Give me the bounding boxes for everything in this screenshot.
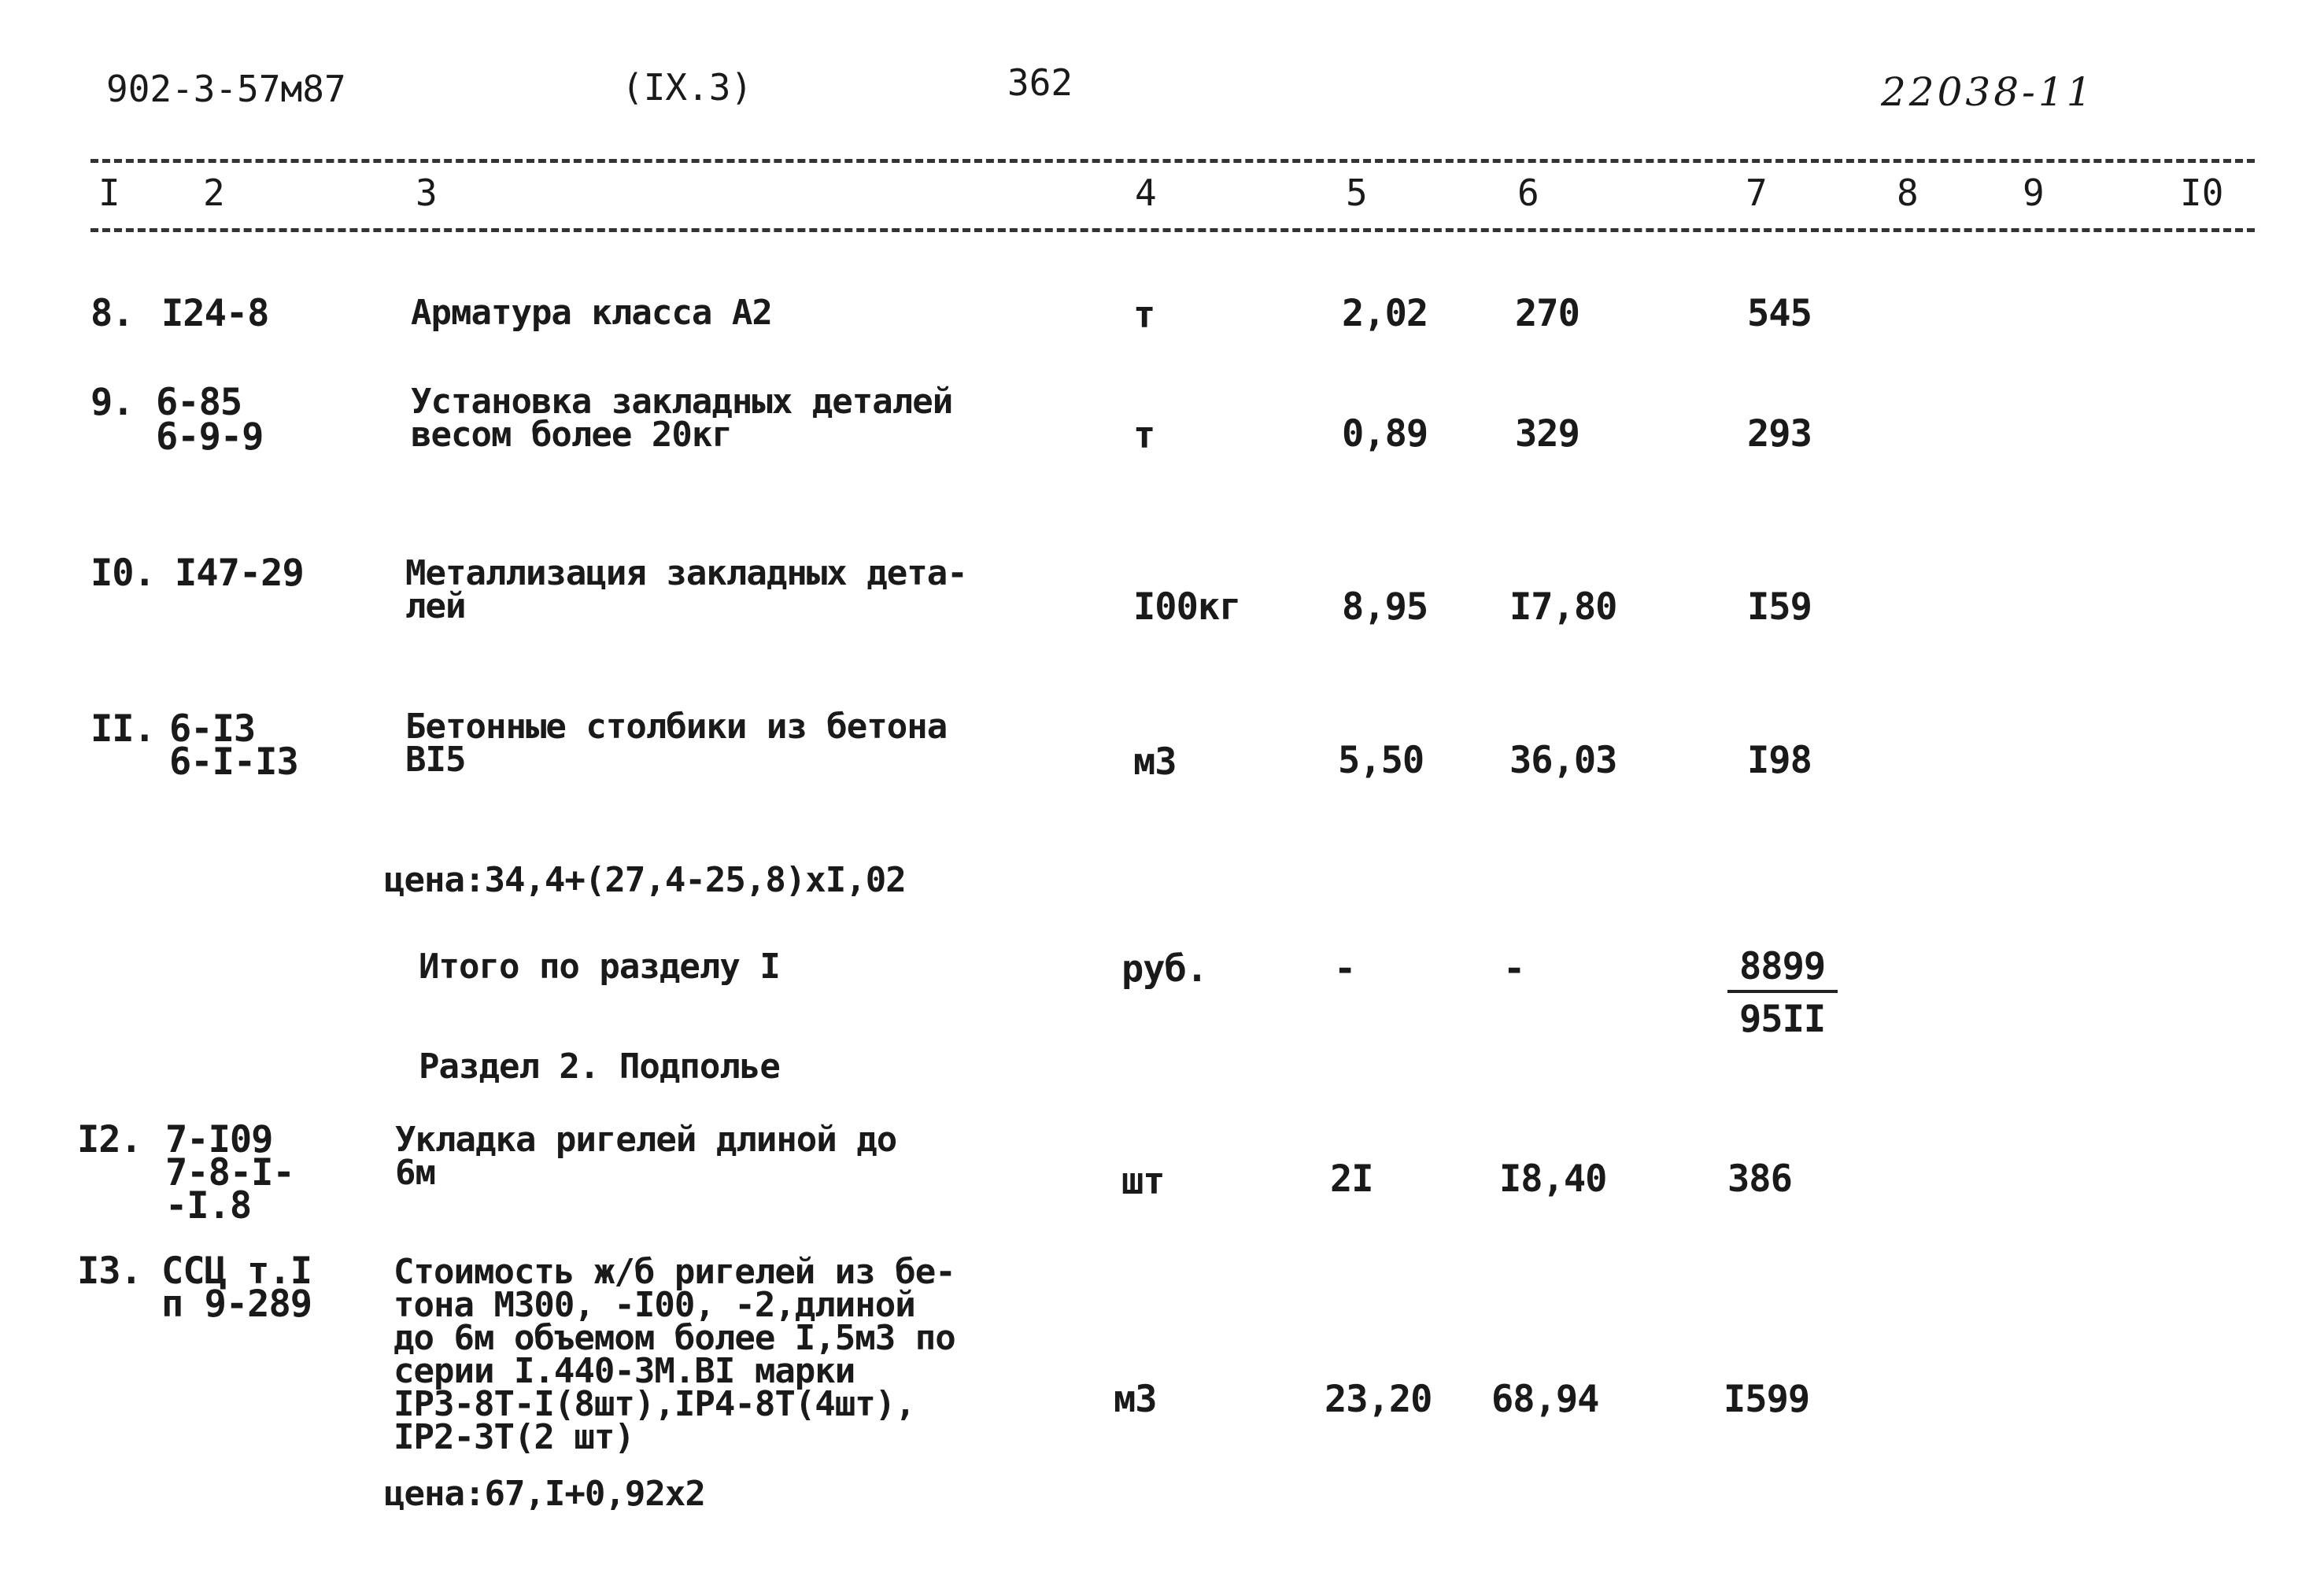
column-header-7: 7 — [1746, 172, 1768, 214]
price-formula: цена:67,I+0,92x2 — [384, 1474, 705, 1514]
work-description: BI5 — [405, 740, 466, 780]
quantity: 2,02 — [1342, 292, 1428, 335]
subtotal-price: - — [1503, 947, 1525, 991]
unit: м3 — [1133, 740, 1177, 784]
document-code: 902-3-57м87 — [106, 68, 346, 110]
work-description: Арматура класса А2 — [411, 293, 772, 333]
norm-code: ССЦ т.I — [161, 1250, 312, 1293]
quantity: 5,50 — [1338, 739, 1424, 782]
norm-code: I24-8 — [161, 292, 269, 335]
unit-price: 270 — [1515, 292, 1580, 335]
total-cost: 386 — [1727, 1157, 1792, 1201]
subtotal-label: Итого по разделу I — [419, 947, 780, 987]
unit-price: 36,03 — [1509, 739, 1617, 782]
unit-price: I7,80 — [1509, 585, 1617, 629]
row-number: I2. — [77, 1118, 142, 1161]
subtotal-unit: руб. — [1121, 947, 1208, 991]
quantity: 0,89 — [1342, 412, 1428, 456]
norm-code: 7-8-I- — [165, 1151, 294, 1194]
column-header-6: 6 — [1517, 172, 1539, 214]
column-header-10: I0 — [2180, 172, 2224, 214]
work-description: IР3-8Т-I(8шт),IР4-8Т(4шт), — [393, 1384, 915, 1424]
section-code: (IX.3) — [622, 66, 753, 109]
header-bottom-rule — [91, 228, 2255, 232]
column-header-5: 5 — [1346, 172, 1368, 214]
unit-price: 329 — [1515, 412, 1580, 456]
subtotal-total-top: 8899 — [1739, 945, 1826, 988]
unit: м3 — [1114, 1378, 1157, 1421]
row-number: 9. — [91, 381, 134, 424]
work-description: весом более 20кг — [411, 415, 732, 455]
header-top-rule — [91, 159, 2255, 163]
column-header-8: 8 — [1897, 172, 1919, 214]
total-cost: I599 — [1724, 1378, 1810, 1421]
work-description: Бетонные столбики из бетона — [405, 707, 948, 747]
norm-code: 6-I3 — [169, 707, 256, 751]
subtotal-quantity: - — [1334, 947, 1356, 991]
work-description: серии I.440-3М.BI марки — [393, 1351, 855, 1391]
norm-code: 6-85 — [156, 381, 242, 424]
norm-code: 6-I-I3 — [169, 740, 298, 784]
work-description: до 6м объемом более I,5м3 по — [393, 1318, 955, 1358]
work-description: Укладка ригелей длиной до — [395, 1120, 897, 1160]
quantity: 23,20 — [1325, 1378, 1432, 1421]
work-description: лей — [405, 586, 466, 626]
quantity: 2I — [1330, 1157, 1373, 1201]
row-number: I0. — [91, 552, 155, 595]
section-title: Раздел 2. Подполье — [419, 1047, 780, 1087]
unit: т — [1133, 293, 1155, 337]
norm-code: 7-I09 — [165, 1118, 273, 1161]
row-number: I3. — [77, 1250, 142, 1293]
fraction-bar — [1727, 990, 1838, 993]
norm-code: I47-29 — [175, 552, 304, 595]
unit: I00кг — [1133, 585, 1241, 629]
work-description: IР2-3Т(2 шт) — [393, 1417, 634, 1457]
work-description: Установка закладных деталей — [411, 382, 953, 422]
column-header-4: 4 — [1135, 172, 1157, 214]
quantity: 8,95 — [1342, 585, 1428, 629]
total-cost: 545 — [1747, 292, 1812, 335]
unit-price: I8,40 — [1499, 1157, 1607, 1201]
column-header-2: 2 — [203, 172, 225, 214]
norm-code: -I.8 — [165, 1184, 252, 1227]
norm-code: 6-9-9 — [156, 415, 264, 459]
work-description: Металлизация закладных дета- — [405, 553, 967, 593]
column-header-3: 3 — [416, 172, 438, 214]
column-header-1: I — [98, 172, 120, 214]
unit-price: 68,94 — [1491, 1378, 1599, 1421]
unit: т — [1133, 414, 1155, 457]
total-cost: I59 — [1747, 585, 1812, 629]
row-number: II. — [91, 707, 155, 751]
work-description: тона М300, -I00, -2,длиной — [393, 1285, 915, 1325]
work-description: 6м — [395, 1153, 435, 1193]
total-cost: 293 — [1747, 412, 1812, 456]
unit: шт — [1121, 1160, 1165, 1203]
total-cost: I98 — [1747, 739, 1812, 782]
price-formula: цена:34,4+(27,4-25,8)xI,02 — [384, 860, 906, 900]
norm-code: п 9-289 — [161, 1283, 312, 1326]
page-number: 362 — [1007, 61, 1073, 104]
row-number: 8. — [91, 292, 134, 335]
subtotal-total-bottom: 95II — [1739, 998, 1826, 1041]
column-header-9: 9 — [2023, 172, 2045, 214]
archive-number: 22038-11 — [1881, 69, 2095, 115]
work-description: Стоимость ж/б ригелей из бе- — [393, 1252, 955, 1292]
